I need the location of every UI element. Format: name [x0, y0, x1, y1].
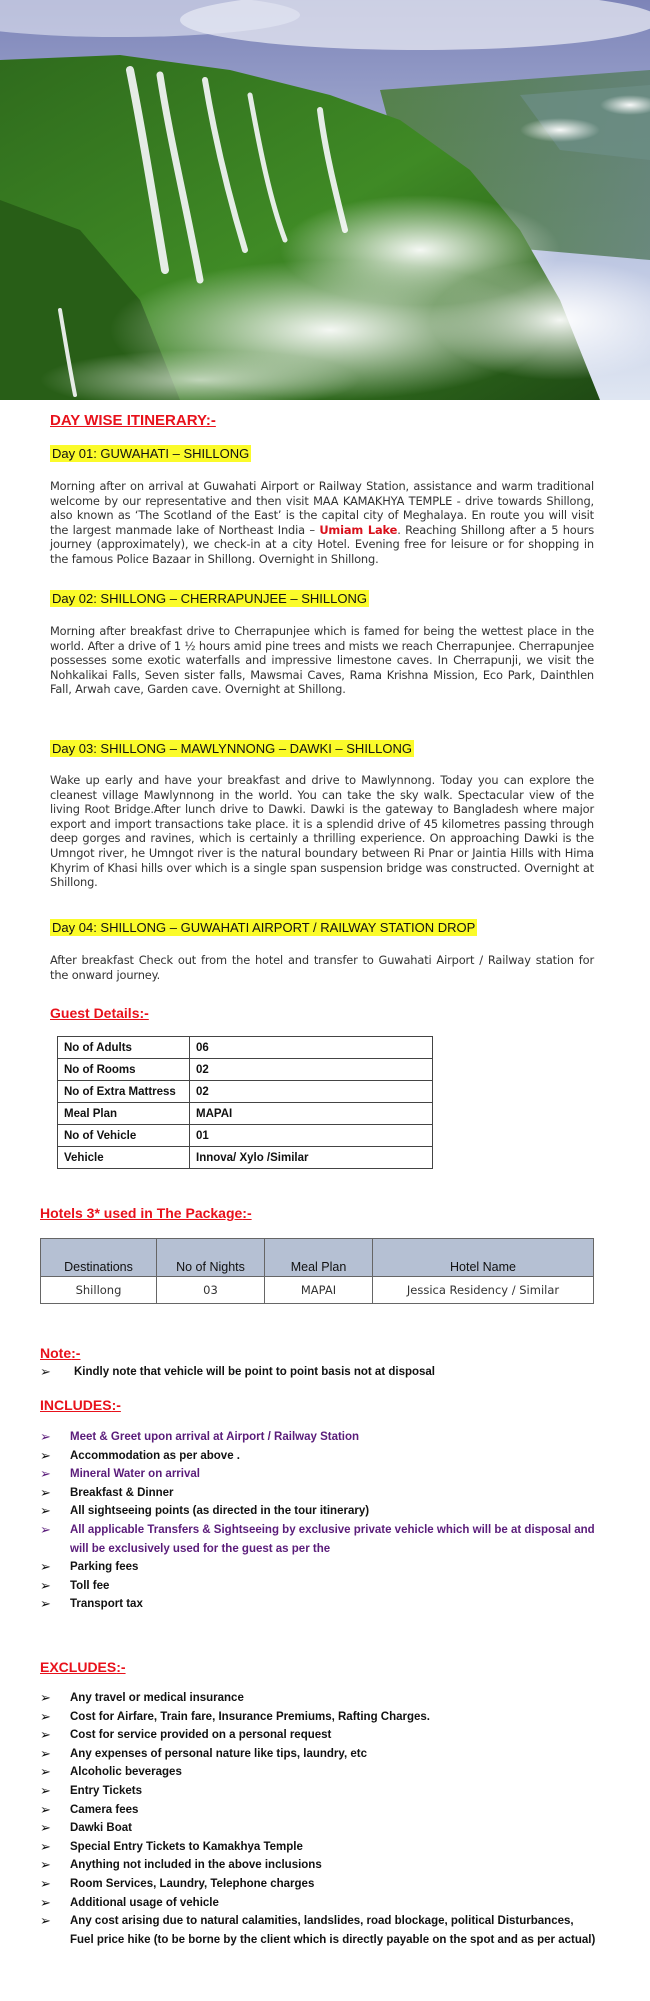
include-item-text: Toll fee: [70, 1579, 110, 1592]
exclude-item-text: Additional usage of vehicle: [70, 1896, 219, 1909]
list-item: [40, 1838, 600, 1857]
guest-label-cell: No of Extra Mattress: [58, 1081, 190, 1103]
exclude-item-text: Special Entry Tickets to Kamakhya Temple: [70, 1840, 303, 1853]
guest-value-cell: 06: [190, 1037, 433, 1059]
arrow-bullet-icon: ➢: [40, 1820, 51, 1836]
note-heading: Note:-: [40, 1345, 81, 1361]
list-item: [40, 1745, 600, 1764]
exclude-item-text: Room Services, Laundry, Telephone charges: [70, 1877, 315, 1890]
list-item: [40, 1726, 600, 1745]
hotels-heading: Hotels 3* used in The Package:-: [40, 1205, 252, 1221]
list-item: [40, 1856, 600, 1875]
exclude-item-text: Any travel or medical insurance: [70, 1692, 244, 1704]
list-item: [40, 1912, 600, 1949]
include-item-text: Mineral Water on arrival: [70, 1468, 200, 1481]
include-item-text: Meet & Greet upon arrival at Airport / Railway Station: [70, 1431, 360, 1443]
list-item: [40, 1801, 600, 1820]
exclude-item-text: Cost for service provided on a personal request: [70, 1729, 332, 1742]
hotel-name-cell: Jessica Residency / Similar: [373, 1277, 594, 1304]
include-item-text: Accommodation as per above .: [70, 1449, 240, 1462]
list-item: [40, 1595, 600, 1614]
list-item: [40, 1763, 600, 1782]
list-item: [40, 1782, 600, 1801]
arrow-bullet-icon: ➢: [40, 1782, 51, 1798]
arrow-bullet-icon: ➢: [40, 1429, 51, 1444]
exclude-item-text: Anything not included in the above inclusions: [70, 1859, 322, 1872]
day-01-title: Day 01: GUWAHATI – SHILLONG: [52, 446, 250, 461]
guest-label-cell: No of Rooms: [58, 1059, 190, 1081]
arrow-bullet-icon: ➢: [40, 1447, 51, 1463]
day-02-title: Day 02: SHILLONG – CHERRAPUNJEE – SHILLONG: [52, 591, 367, 606]
excludes-heading: EXCLUDES:-: [40, 1659, 126, 1675]
day-01-description: Morning after on arrival at Guwahati Airport or Railway Station, assistance and warm traditional welcome by our representative and then visit MAA KAMAKHYA TEMPLE - drive towards Shillong, also known as ‘The Scotland of the East’ is the capital city of Meghalaya. En route you will visit the largest manmade lake of Northeast India – Umiam Lake. Reaching Shillong after a 5 hours journey (approximately), we check-in at a city Hotel. Evening free for leisure or for shopping in the famous Police Bazaar in Shillong. Overnight in Shillong.: [50, 479, 594, 566]
include-item-text: All sightseeing points (as directed in the tour itinerary): [70, 1505, 370, 1518]
note-text: Kindly note that vehicle will be point to point basis not at disposal: [74, 1366, 435, 1378]
exclude-item-text: Cost for Airfare, Train fare, Insurance Premiums, Rafting Charges.: [70, 1710, 431, 1723]
hotel-meal-plan-cell: MAPAI: [265, 1277, 373, 1304]
guest-details-heading: Guest Details:-: [50, 1005, 149, 1021]
guest-label-cell: Vehicle: [58, 1147, 190, 1169]
day-02-description: Morning after breakfast drive to Cherrapunjee which is famed for being the wettest place in the world. After a drive of 1 ½ hours amid pine trees and mists we reach Cherrapunjee. Cherrapunjee possesses some exotic waterfalls and impressive limestone caves. In Cherrapunji, we visit the Nohkalikai Falls, Seven sister falls, Mawsmai Caves, Rama Krishna Mission, Eco Park, Dainthlen Fall, Arwah cave, Garden cave. Overnight at Shillong.: [50, 624, 594, 697]
day-03-description: Wake up early and have your breakfast and drive to Mawlynnong. Today you can explore the cleanest village Mawlynnong in the world. You can take the sky walk. Spectacular view of the living Root Bridge.After lunch drive to Dawki. Dawki is the gateway to Bangladesh where major export and import transactions take place. it is a splendid drive of 45 kilometres passing through deep gorges and ravines, which is certainly a thrilling experience. On approaching Dawki is the Umngot river, he Umngot river is the natural boundary between Ri Pnar or Jaintia Hills with Hima Khyrim of Khasi hills over which is a single span suspension bridge was constructed. Overnight at Shillong.: [50, 773, 594, 890]
day-04-title: Day 04: SHILLONG – GUWAHATI AIRPORT / RAILWAY STATION DROP: [52, 920, 476, 935]
exclude-item-text: Any cost arising due to natural calamities, landslides, road blockage, political Disturbances, Fuel price hike (to be borne by the client which is directly payable on the spot and as per actual): [70, 1915, 596, 1946]
arrow-bullet-icon: ➢: [40, 1577, 51, 1593]
arrow-bullet-icon: ➢: [40, 1801, 51, 1817]
includes-list: [40, 1428, 600, 1614]
list-item: [40, 1558, 600, 1577]
list-item: [40, 1465, 600, 1484]
guest-value-cell: 01: [190, 1125, 433, 1147]
table-row: [58, 1125, 433, 1147]
hotel-destination-cell: Shillong: [41, 1277, 157, 1304]
list-item: [40, 1708, 600, 1727]
list-item: [40, 1819, 600, 1838]
list-item: [40, 1428, 600, 1447]
list-item: [40, 1875, 600, 1894]
include-item-text: Transport tax: [70, 1598, 143, 1611]
arrow-bullet-icon: ➢: [40, 1484, 51, 1500]
arrow-bullet-icon: ➢: [40, 1913, 51, 1929]
day-04-description: After breakfast Check out from the hotel and transfer to Guwahati Airport / Railway station for the onward journey.: [50, 953, 594, 982]
list-item: [40, 1689, 600, 1708]
guest-value-cell: MAPAI: [190, 1103, 433, 1125]
include-item-text: All applicable Transfers & Sightseeing by exclusive private vehicle which will be at disposal and will be exclusively used for the guest as per the: [70, 1523, 595, 1555]
hotels-header-nights: No of Nights: [157, 1239, 265, 1277]
guest-value-cell: 02: [190, 1081, 433, 1103]
arrow-bullet-icon: ➢: [40, 1838, 51, 1854]
hotels-header-destinations: Destinations: [41, 1239, 157, 1277]
hotels-header-hotel-name: Hotel Name: [373, 1239, 594, 1277]
arrow-bullet-icon: ➢: [40, 1764, 51, 1780]
umiam-lake-highlight: Umiam Lake: [319, 522, 398, 537]
list-item: [40, 1502, 600, 1521]
excludes-list: [40, 1689, 600, 1949]
arrow-bullet-icon: ➢: [40, 1875, 51, 1891]
table-row: [58, 1081, 433, 1103]
arrow-bullet-icon: ➢: [40, 1894, 51, 1910]
table-row: [58, 1103, 433, 1125]
exclude-item-text: Alcoholic beverages: [70, 1766, 182, 1779]
arrow-bullet-icon: ➢: [40, 1503, 51, 1519]
arrow-bullet-icon: ➢: [40, 1521, 51, 1537]
day-03-title: Day 03: SHILLONG – MAWLYNNONG – DAWKI – SHILLONG: [52, 741, 413, 756]
arrow-bullet-icon: ➢: [40, 1857, 51, 1873]
arrow-bullet-icon: ➢: [40, 1364, 51, 1379]
list-item: [40, 1577, 600, 1596]
exclude-item-text: Dawki Boat: [70, 1822, 132, 1835]
guest-label-cell: Meal Plan: [58, 1103, 190, 1125]
table-row: [58, 1147, 433, 1169]
arrow-bullet-icon: ➢: [40, 1745, 51, 1761]
guest-details-table: [57, 1036, 433, 1169]
exclude-item-text: Camera fees: [70, 1803, 139, 1816]
include-item-text: Breakfast & Dinner: [70, 1486, 174, 1499]
hotel-nights-cell: 03: [157, 1277, 265, 1304]
exclude-item-text: Entry Tickets: [70, 1784, 143, 1797]
guest-label-cell: No of Vehicle: [58, 1125, 190, 1147]
hotels-table: [40, 1238, 594, 1304]
itinerary-heading: DAY WISE ITINERARY:-: [50, 412, 216, 429]
list-item: [40, 1521, 600, 1558]
include-item-text: Parking fees: [70, 1561, 139, 1574]
hero-waterfall-image: [0, 0, 650, 400]
exclude-item-text: Any expenses of personal nature like tips, laundry, etc: [70, 1747, 367, 1760]
includes-heading: INCLUDES:-: [40, 1397, 121, 1413]
arrow-bullet-icon: ➢: [40, 1596, 51, 1612]
guest-label-cell: No of Adults: [58, 1037, 190, 1059]
list-item: [40, 1484, 600, 1503]
table-row: [58, 1059, 433, 1081]
arrow-bullet-icon: ➢: [40, 1708, 51, 1724]
table-row: [58, 1037, 433, 1059]
table-row: [41, 1277, 594, 1304]
hotels-header-meal-plan: Meal Plan: [265, 1239, 373, 1277]
list-item: [40, 1447, 600, 1466]
arrow-bullet-icon: ➢: [40, 1690, 51, 1705]
list-item: [40, 1894, 600, 1913]
arrow-bullet-icon: ➢: [40, 1466, 51, 1482]
arrow-bullet-icon: ➢: [40, 1559, 51, 1575]
guest-value-cell: Innova/ Xylo /Similar: [190, 1147, 433, 1169]
guest-value-cell: 02: [190, 1059, 433, 1081]
arrow-bullet-icon: ➢: [40, 1727, 51, 1743]
